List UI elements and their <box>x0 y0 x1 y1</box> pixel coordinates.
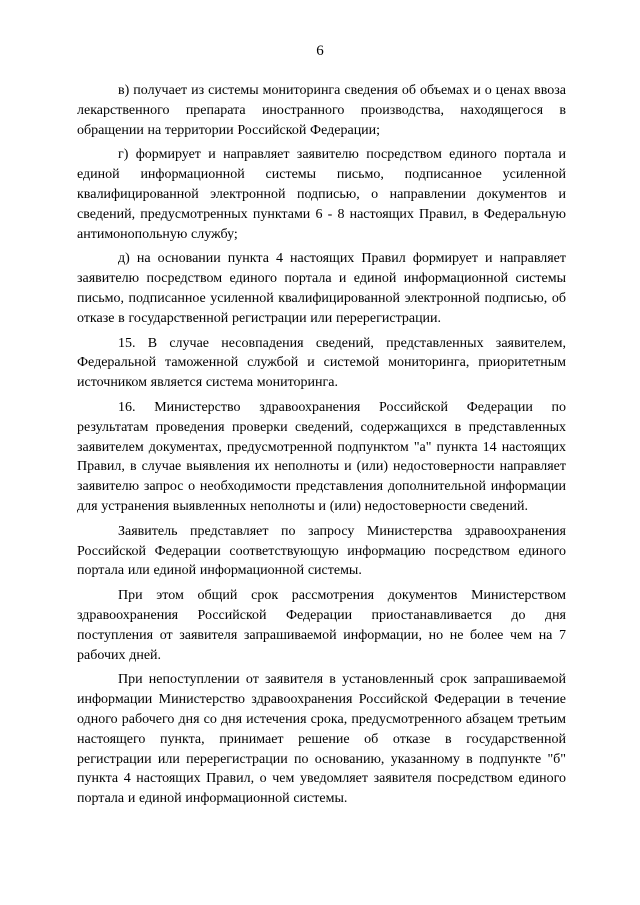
paragraph-16: 16. Министерство здравоохранения Российской Федерации по результатам проведения проверки сведений, содержащихся в представленных заявителем документах, предусмотренной подпунктом "а" пункта 14 настоящих Правил, в случае выявления их неполноты и (или) недостоверности направляет заявителю запрос о необходимости представления дополнительной информации для устранения выявленных неполноты и (или) недостоверности сведений. <box>77 399 566 514</box>
paragraph-14v: в) получает из системы мониторинга сведения об объемах и о ценах ввоза лекарственного препарата иностранного производства, находящегося в обращении на территории Российской Федерации; <box>77 83 566 138</box>
paragraph-16-applicant: Заявитель представляет по запросу Министерства здравоохранения Российской Федерации соответствующую информацию посредством единого портала или единой информационной системы. <box>77 523 566 579</box>
paragraph-16-term: При этом общий срок рассмотрения документов Министерством здравоохранения Российской Федерации приостанавливается до дня поступления от заявителя запрашиваемой информации, но не более чем на 7 рабочих дней. <box>77 588 566 663</box>
paragraph-14g: г) формирует и направляет заявителю посредством единого портала и единой информационной системы письмо, подписанное усиленной квалифицированной электронной подписью, о направлении документов и сведений, предусмотренных пунктами 6 - 8 настоящих Правил, в Федеральную антимонопольную службу; <box>77 147 566 242</box>
paragraph-14d: д) на основании пункта 4 настоящих Правил формирует и направляет заявителю посредством единого портала и единой информационной системы письмо, подписанное усиленной квалифицированной электронной подписью, об отказе в государственной регистрации или перерегистрации. <box>77 251 566 326</box>
paragraph-16-refusal: При непоступлении от заявителя в установленный срок запрашиваемой информации Министерство здравоохранения Российской Федерации в течение одного рабочего дня со дня истечения срока, предусмотренного абзацем третьим настоящего пункта, принимает решение об отказе в государственной регистрации или перерегистрации по основанию, указанному в подпункте "б" пункта 4 настоящих Правил, о чем уведомляет заявителя посредством единого портала и единой информационной системы. <box>77 672 566 807</box>
paragraph-15: 15. В случае несовпадения сведений, представленных заявителем, Федеральной таможенной службой и системой мониторинга, приоритетным источником является система мониторинга. <box>77 335 566 391</box>
document-body <box>77 81 566 809</box>
page-number: 6 <box>316 43 324 59</box>
